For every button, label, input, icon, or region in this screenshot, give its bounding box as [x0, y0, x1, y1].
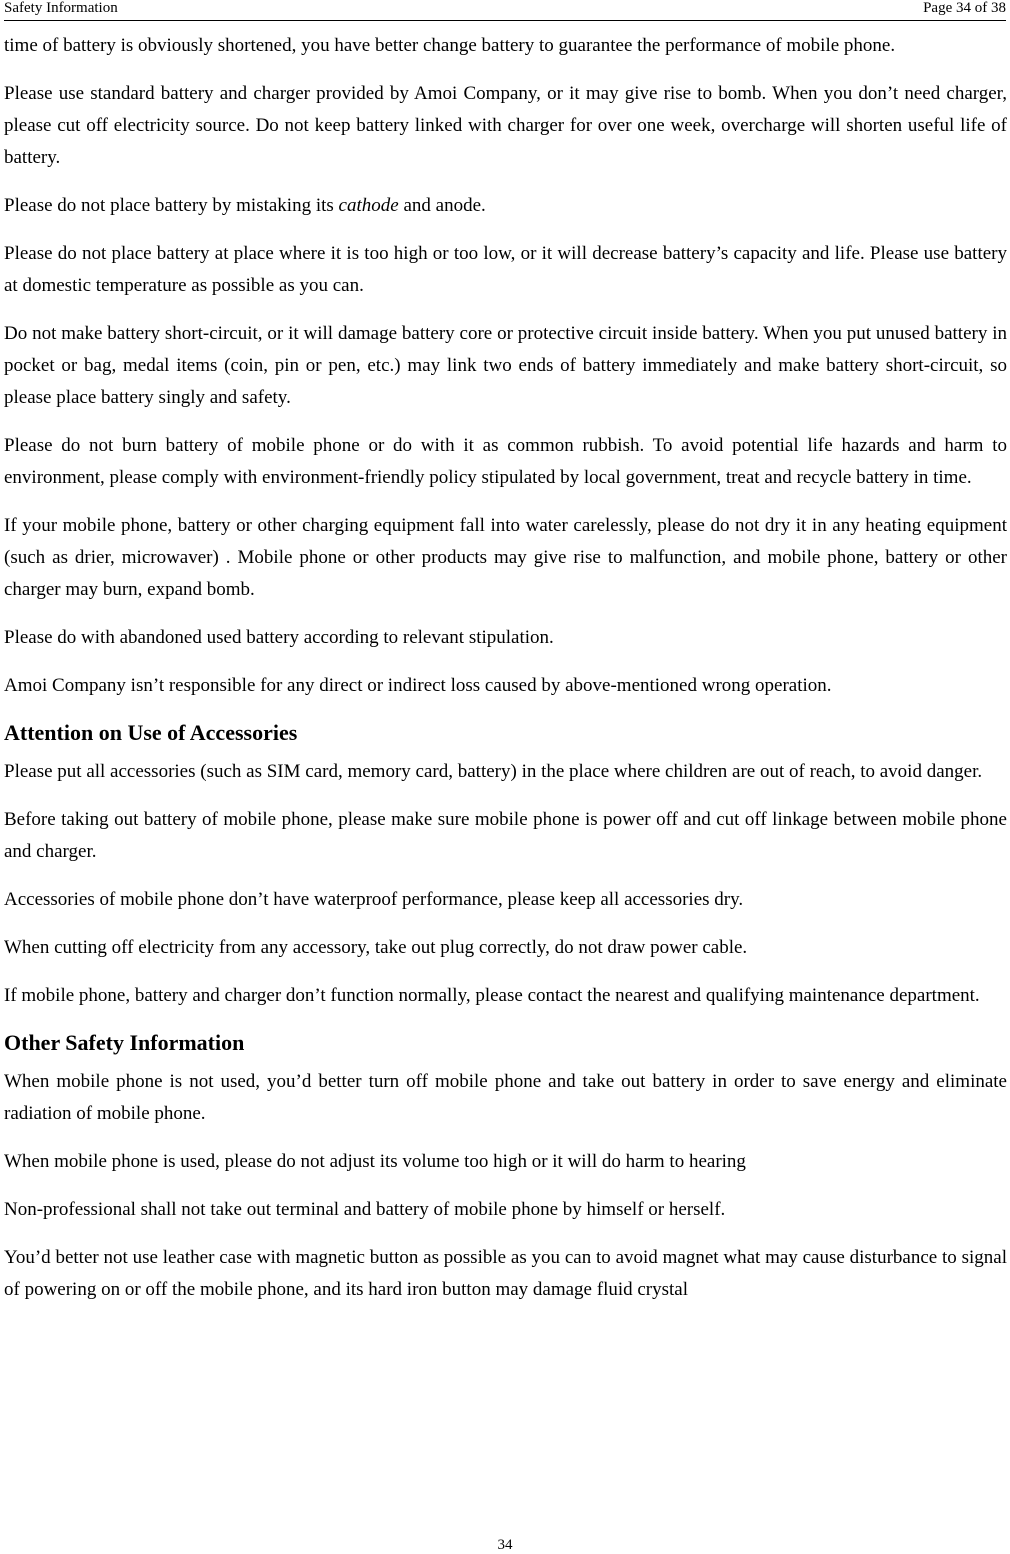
paragraph: When mobile phone is not used, you’d better turn off mobile phone and take out battery in order to save energy and eliminate radiation of mobile phone.: [4, 1071, 1007, 1124]
paragraph: Please do not burn battery of mobile phone or do with it as common rubbish. To avoid potential life hazards and harm to environment, please comply with environment-friendly policy stipulated by local government, treat and recycle battery in time.: [4, 435, 1007, 488]
paragraph: Amoi Company isn’t responsible for any direct or indirect loss caused by above-mentioned wrong operation.: [4, 675, 832, 696]
paragraph: Please do with abandoned used battery according to relevant stipulation.: [4, 627, 554, 648]
paragraph: Please put all accessories (such as SIM card, memory card, battery) in the place where children are out of reach, to avoid danger.: [4, 761, 983, 782]
document-body: [4, 30, 1007, 1322]
header-section-title: Safety Information: [4, 0, 118, 16]
paragraph-text: and anode.: [398, 195, 486, 216]
paragraph: Accessories of mobile phone don’t have waterproof performance, please keep all accessories dry.: [4, 889, 744, 910]
paragraph: When cutting off electricity from any accessory, take out plug correctly, do not draw power cable.: [4, 937, 748, 958]
section-heading-accessories: Attention on Use of Accessories: [4, 720, 298, 745]
paragraph: If your mobile phone, battery or other charging equipment fall into water carelessly, please do not dry it in any heating equipment (such as drier, microwaver) . Mobile phone or other products may give rise to malfunction, and mobile phone, battery or other charger may burn, expand bomb.: [4, 515, 1007, 600]
paragraph: time of battery is obviously shortened, you have better change battery to guarantee the performance of mobile phone.: [4, 35, 896, 56]
page-footer: [0, 1537, 1010, 1553]
paragraph-cathode: [4, 190, 1007, 222]
page-number: 34: [497, 1537, 513, 1553]
paragraph: Please use standard battery and charger provided by Amoi Company, or it may give rise to bomb. When you don’t need charger, please cut off electricity source. Do not keep battery linked with charger for over one week, overcharge will shorten useful life of battery.: [4, 83, 1007, 168]
page-header: [4, 0, 1006, 21]
section-heading-other: Other Safety Information: [4, 1030, 245, 1055]
paragraph: You’d better not use leather case with magnetic button as possible as you can to avoid magnet what may cause disturbance to signal of powering on or off the mobile phone, and its hard iron button may damage fluid crystal: [4, 1247, 1007, 1300]
paragraph: Please do not place battery at place where it is too high or too low, or it will decrease battery’s capacity and life. Please use battery at domestic temperature as possible as you can.: [4, 243, 1007, 296]
italic-term: cathode: [338, 195, 399, 216]
paragraph: Do not make battery short-circuit, or it will damage battery core or protective circuit inside battery. When you put unused battery in pocket or bag, medal items (coin, pin or pen, etc.) may link two ends of battery immediately and make battery short-circuit, so please place battery singly and safety.: [4, 323, 1007, 408]
paragraph: If mobile phone, battery and charger don’t function normally, please contact the nearest and qualifying maintenance department.: [4, 985, 980, 1006]
paragraph: When mobile phone is used, please do not adjust its volume too high or it will do harm to hearing: [4, 1151, 746, 1172]
header-page-indicator: Page 34 of 38: [923, 0, 1006, 16]
paragraph: Non-professional shall not take out terminal and battery of mobile phone by himself or herself.: [4, 1199, 726, 1220]
paragraph-text: Please do not place battery by mistaking its: [4, 195, 339, 216]
paragraph: Before taking out battery of mobile phone, please make sure mobile phone is power off and cut off linkage between mobile phone and charger.: [4, 809, 1007, 862]
